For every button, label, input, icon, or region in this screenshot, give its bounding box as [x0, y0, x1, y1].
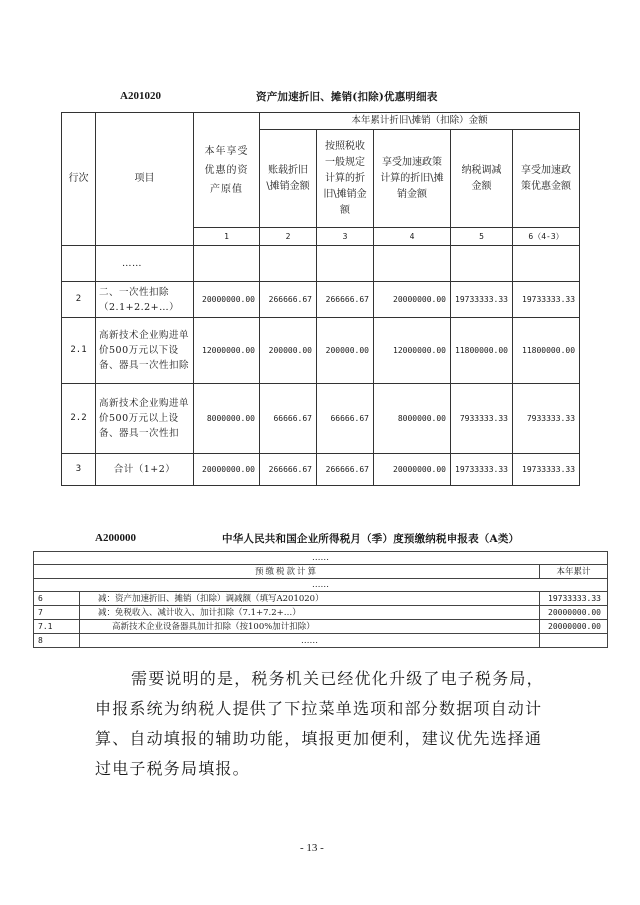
table-row: [62, 282, 580, 318]
table-row: [62, 454, 580, 486]
row-no: [62, 246, 96, 282]
row-value: [540, 634, 608, 648]
ellipsis-row: ……: [34, 552, 608, 565]
cell: 266666.67: [260, 454, 317, 486]
cell: 266666.67: [317, 454, 374, 486]
row-item: 高新技术企业购进单价500万元以下设备、器具一次性扣除: [96, 318, 194, 384]
row-value: 20000000.00: [540, 620, 608, 634]
row-no: 6: [34, 592, 80, 606]
row-no: 2.2: [62, 384, 96, 454]
cell: [260, 246, 317, 282]
header-accel: 享受加速政策计算的折旧\摊销金额: [374, 130, 451, 228]
cell: 8000000.00: [374, 384, 451, 454]
col-number: 2: [260, 228, 317, 246]
row-no: 2: [62, 282, 96, 318]
cell: 20000000.00: [374, 454, 451, 486]
cell: [194, 246, 260, 282]
cell: [374, 246, 451, 282]
header-prepay: 预缴税款计算: [34, 565, 540, 579]
header-ytd: 本年累计: [540, 565, 608, 579]
table-row: [62, 318, 580, 384]
cell: 200000.00: [317, 318, 374, 384]
row-no: 7.1: [34, 620, 80, 634]
cell: 19733333.33: [451, 454, 513, 486]
cell: 66666.67: [317, 384, 374, 454]
page-number: - 13 -: [300, 842, 324, 854]
cell: 11800000.00: [451, 318, 513, 384]
cell: [317, 246, 374, 282]
cell: 19733333.33: [513, 454, 580, 486]
cell: [451, 246, 513, 282]
cell: 266666.67: [260, 282, 317, 318]
cell: 20000000.00: [194, 454, 260, 486]
header-adjust: 纳税调减金额: [451, 130, 513, 228]
row-no: 3: [62, 454, 96, 486]
cell: 8000000.00: [194, 384, 260, 454]
col-number: 5: [451, 228, 513, 246]
row-label: 减：资产加速折旧、摊销（扣除）调减额（填写A201020）: [80, 592, 540, 606]
table1: [61, 112, 580, 486]
table1-code: A201020: [120, 90, 161, 102]
cell: 12000000.00: [194, 318, 260, 384]
table2-title: 中华人民共和国企业所得税月（季）度预缴纳税申报表（A类）: [222, 533, 520, 545]
row-label: ……: [80, 634, 540, 648]
col-number: 3: [317, 228, 374, 246]
row-no: 7: [34, 606, 80, 620]
row-no: 8: [34, 634, 80, 648]
table-row: [34, 606, 608, 620]
cell: 200000.00: [260, 318, 317, 384]
row-label: 高新技术企业设备器具加计扣除（按100%加计扣除）: [80, 620, 540, 634]
header-benefit: 享受加速政策优惠金额: [513, 130, 580, 228]
table-row: [62, 246, 580, 282]
explanation-paragraph: 需要说明的是，税务机关已经优化升级了电子税务局，申报系统为纳税人提供了下拉菜单选项和部分数据项自动计算、自动填报的辅助功能，填报更加便利，建议优先选择通过电子税务局填报。: [95, 669, 544, 778]
header-book: 账载折旧\摊销金额: [260, 130, 317, 228]
table1-title: 资产加速折旧、摊销(扣除)优惠明细表: [256, 91, 438, 103]
header-group: 本年累计折旧\摊销（扣除）金额: [260, 113, 580, 130]
header-tax-general: 按照税收一般规定计算的折旧\摊销金额: [317, 130, 374, 228]
col-number: 4: [374, 228, 451, 246]
row-label: 减：免税收入、减计收入、加计扣除（7.1+7.2+…）: [80, 606, 540, 620]
cell: 66666.67: [260, 384, 317, 454]
col-number: 1: [194, 228, 260, 246]
row-value: 20000000.00: [540, 606, 608, 620]
row-item: 二、一次性扣除（2.1+2.2+…）: [96, 282, 194, 318]
cell: 19733333.33: [451, 282, 513, 318]
row-item: ……: [96, 246, 194, 282]
table2: [33, 551, 608, 648]
table-row: [34, 620, 608, 634]
ellipsis-row: ……: [34, 579, 608, 592]
col-number: 6（4-3）: [513, 228, 580, 246]
table-row: [62, 384, 580, 454]
header-item: 项目: [96, 113, 194, 246]
table2-code: A200000: [95, 532, 136, 544]
cell: 7933333.33: [513, 384, 580, 454]
cell: 19733333.33: [513, 282, 580, 318]
row-item: 合计（1+2）: [96, 454, 194, 486]
cell: [513, 246, 580, 282]
table-row: [34, 634, 608, 648]
cell: 266666.67: [317, 282, 374, 318]
row-no: 2.1: [62, 318, 96, 384]
row-value: 19733333.33: [540, 592, 608, 606]
cell: 11800000.00: [513, 318, 580, 384]
table-row: [34, 592, 608, 606]
cell: 20000000.00: [194, 282, 260, 318]
header-line-no: 行次: [62, 113, 96, 246]
header-original-value: 本年享受优惠的资产原值: [194, 113, 260, 228]
cell: 7933333.33: [451, 384, 513, 454]
cell: 20000000.00: [374, 282, 451, 318]
cell: 12000000.00: [374, 318, 451, 384]
row-item: 高新技术企业购进单价500万元以上设备、器具一次性扣: [96, 384, 194, 454]
